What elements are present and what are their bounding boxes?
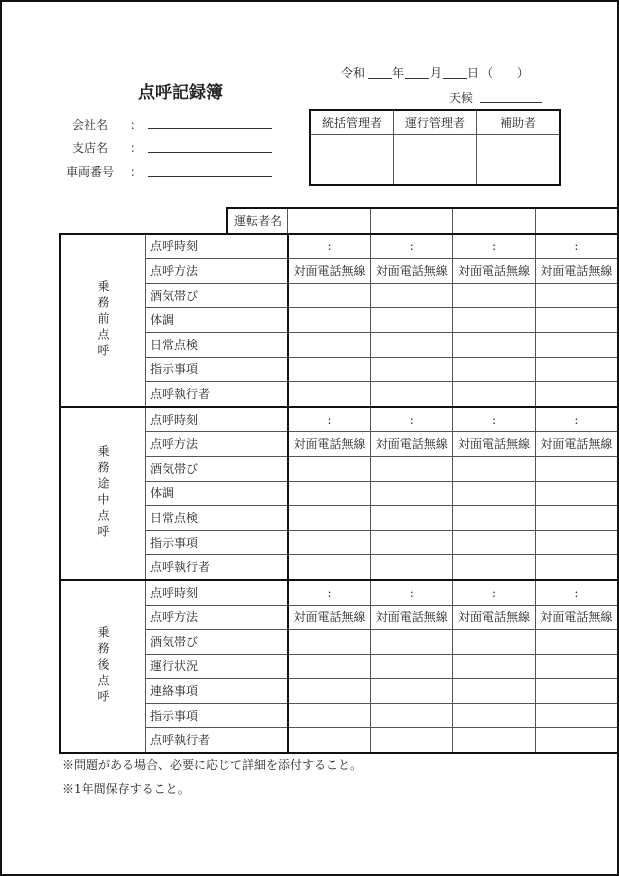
- entry-cell[interactable]: [453, 481, 535, 506]
- roll-call-table: [59, 207, 619, 754]
- company-field[interactable]: [148, 128, 272, 129]
- entry-cell[interactable]: [288, 630, 371, 655]
- date-year: 年: [392, 66, 405, 80]
- method-cell[interactable]: 対面電話無線: [288, 432, 371, 457]
- entry-cell[interactable]: [535, 357, 618, 382]
- entry-cell[interactable]: [371, 679, 453, 704]
- time-cell[interactable]: :: [535, 580, 618, 605]
- entry-cell[interactable]: [535, 530, 618, 555]
- method-cell[interactable]: 対面電話無線: [371, 432, 453, 457]
- check-item-label: 指示事項: [146, 357, 288, 382]
- year-field[interactable]: [368, 78, 392, 79]
- entry-cell[interactable]: [535, 481, 618, 506]
- check-item-label: 酒気帯び: [146, 283, 288, 308]
- method-cell[interactable]: 対面電話無線: [535, 432, 618, 457]
- driver-name-cell[interactable]: [453, 208, 535, 234]
- entry-cell[interactable]: [371, 382, 453, 407]
- entry-cell[interactable]: [371, 703, 453, 728]
- entry-cell[interactable]: [371, 506, 453, 531]
- entry-cell[interactable]: [453, 703, 535, 728]
- time-cell[interactable]: :: [453, 407, 535, 432]
- entry-cell[interactable]: [453, 679, 535, 704]
- section-label: 乗務前点呼: [60, 234, 146, 407]
- entry-cell[interactable]: [288, 506, 371, 531]
- time-cell[interactable]: :: [288, 407, 371, 432]
- entry-cell[interactable]: [288, 382, 371, 407]
- vehicle-field[interactable]: [148, 176, 272, 177]
- entry-cell[interactable]: [535, 654, 618, 679]
- entry-cell[interactable]: [453, 357, 535, 382]
- approval-header: 運行管理者: [394, 110, 477, 135]
- entry-cell[interactable]: [453, 456, 535, 481]
- driver-name-cell[interactable]: [535, 208, 618, 234]
- method-cell[interactable]: 対面電話無線: [371, 259, 453, 284]
- entry-cell[interactable]: [371, 456, 453, 481]
- entry-cell[interactable]: [288, 308, 371, 333]
- entry-cell[interactable]: [535, 703, 618, 728]
- check-item-label: 酒気帯び: [146, 456, 288, 481]
- company-colon: ：: [130, 118, 143, 132]
- method-cell[interactable]: 対面電話無線: [453, 605, 535, 630]
- entry-cell[interactable]: [453, 654, 535, 679]
- entry-cell[interactable]: [535, 630, 618, 655]
- page-title: 点呼記録簿: [138, 83, 223, 103]
- check-item-label: 連絡事項: [146, 679, 288, 704]
- entry-cell[interactable]: [535, 283, 618, 308]
- approval-table: [309, 109, 561, 186]
- entry-cell[interactable]: [288, 728, 371, 753]
- entry-cell[interactable]: [288, 654, 371, 679]
- entry-cell[interactable]: [371, 530, 453, 555]
- company-label: 会社名: [72, 118, 109, 132]
- entry-cell[interactable]: [535, 679, 618, 704]
- method-cell[interactable]: 対面電話無線: [371, 605, 453, 630]
- entry-cell[interactable]: [453, 332, 535, 357]
- note-1: ※問題がある場合、必要に応じて詳細を添付すること。: [62, 758, 363, 772]
- empty-corner: [60, 208, 146, 234]
- entry-cell[interactable]: [453, 283, 535, 308]
- entry-cell[interactable]: [535, 308, 618, 333]
- section-label: 乗務後点呼: [60, 580, 146, 753]
- check-item-label: 点呼執行者: [146, 382, 288, 407]
- check-item-label: 点呼方法: [146, 605, 288, 630]
- branch-field[interactable]: [148, 152, 272, 153]
- entry-cell[interactable]: [535, 728, 618, 753]
- entry-cell[interactable]: [371, 654, 453, 679]
- driver-name-cell[interactable]: [288, 208, 371, 234]
- check-item-label: 体調: [146, 308, 288, 333]
- time-cell[interactable]: :: [371, 407, 453, 432]
- entry-cell[interactable]: [288, 481, 371, 506]
- entry-cell[interactable]: [453, 630, 535, 655]
- time-cell[interactable]: :: [288, 580, 371, 605]
- weather-label: 天候: [449, 91, 474, 105]
- method-cell[interactable]: 対面電話無線: [535, 259, 618, 284]
- check-item-label: 日常点検: [146, 506, 288, 531]
- driver-name-cell[interactable]: [371, 208, 453, 234]
- approval-stamp-cell[interactable]: [394, 135, 477, 186]
- approval-header: 統括管理者: [310, 110, 394, 135]
- check-item-label: 点呼時刻: [146, 580, 288, 605]
- time-cell[interactable]: :: [453, 234, 535, 259]
- weather-field[interactable]: [480, 102, 542, 103]
- time-cell[interactable]: :: [453, 580, 535, 605]
- month-field[interactable]: [405, 78, 429, 79]
- check-item-label: 点呼執行者: [146, 728, 288, 753]
- time-cell[interactable]: :: [535, 234, 618, 259]
- entry-cell[interactable]: [371, 357, 453, 382]
- date-month: 月: [430, 66, 443, 80]
- check-item-label: 点呼時刻: [146, 407, 288, 432]
- entry-cell[interactable]: [535, 382, 618, 407]
- entry-cell[interactable]: [288, 530, 371, 555]
- check-item-label: 酒気帯び: [146, 630, 288, 655]
- entry-cell[interactable]: [453, 555, 535, 580]
- day-field[interactable]: [443, 78, 467, 79]
- date-weekday: （ ）: [481, 66, 530, 80]
- entry-cell[interactable]: [535, 506, 618, 531]
- entry-cell[interactable]: [371, 283, 453, 308]
- entry-cell[interactable]: [535, 555, 618, 580]
- check-item-label: 点呼方法: [146, 259, 288, 284]
- approval-stamp-cell[interactable]: [310, 135, 394, 186]
- entry-cell[interactable]: [535, 332, 618, 357]
- entry-cell[interactable]: [288, 703, 371, 728]
- entry-cell[interactable]: [453, 728, 535, 753]
- entry-cell[interactable]: [371, 332, 453, 357]
- entry-cell[interactable]: [453, 308, 535, 333]
- entry-cell[interactable]: [288, 555, 371, 580]
- driver-name-label: 運転者名: [227, 208, 288, 234]
- branch-colon: ：: [130, 141, 143, 155]
- time-cell[interactable]: :: [535, 407, 618, 432]
- branch-label: 支店名: [72, 141, 109, 155]
- time-cell[interactable]: :: [371, 580, 453, 605]
- method-cell[interactable]: 対面電話無線: [288, 259, 371, 284]
- approval-header: 補助者: [477, 110, 561, 135]
- entry-cell[interactable]: [371, 481, 453, 506]
- entry-cell[interactable]: [371, 728, 453, 753]
- check-item-label: 点呼方法: [146, 432, 288, 457]
- entry-cell[interactable]: [453, 530, 535, 555]
- date-day: 日: [467, 66, 480, 80]
- section-label: 乗務途中点呼: [60, 407, 146, 580]
- note-2: ※1年間保存すること。: [62, 782, 190, 796]
- time-cell[interactable]: :: [371, 234, 453, 259]
- check-item-label: 点呼執行者: [146, 555, 288, 580]
- check-item-label: 指示事項: [146, 703, 288, 728]
- entry-cell[interactable]: [288, 332, 371, 357]
- vehicle-label: 車両番号: [66, 165, 115, 179]
- check-item-label: 点呼時刻: [146, 234, 288, 259]
- entry-cell[interactable]: [535, 456, 618, 481]
- check-item-label: 体調: [146, 481, 288, 506]
- method-cell[interactable]: 対面電話無線: [535, 605, 618, 630]
- check-item-label: 運行状況: [146, 654, 288, 679]
- entry-cell[interactable]: [288, 283, 371, 308]
- check-item-label: 指示事項: [146, 530, 288, 555]
- entry-cell[interactable]: [371, 555, 453, 580]
- vehicle-colon: ：: [130, 165, 143, 179]
- entry-cell[interactable]: [288, 456, 371, 481]
- entry-cell[interactable]: [288, 679, 371, 704]
- approval-stamp-cell[interactable]: [477, 135, 561, 186]
- entry-cell[interactable]: [371, 630, 453, 655]
- time-cell[interactable]: :: [288, 234, 371, 259]
- entry-cell[interactable]: [453, 506, 535, 531]
- method-cell[interactable]: 対面電話無線: [453, 259, 535, 284]
- date-reiwa: 令和: [341, 66, 366, 80]
- entry-cell[interactable]: [371, 308, 453, 333]
- method-cell[interactable]: 対面電話無線: [288, 605, 371, 630]
- check-item-label: 日常点検: [146, 332, 288, 357]
- entry-cell[interactable]: [288, 357, 371, 382]
- method-cell[interactable]: 対面電話無線: [453, 432, 535, 457]
- entry-cell[interactable]: [453, 382, 535, 407]
- empty-corner: [146, 208, 228, 234]
